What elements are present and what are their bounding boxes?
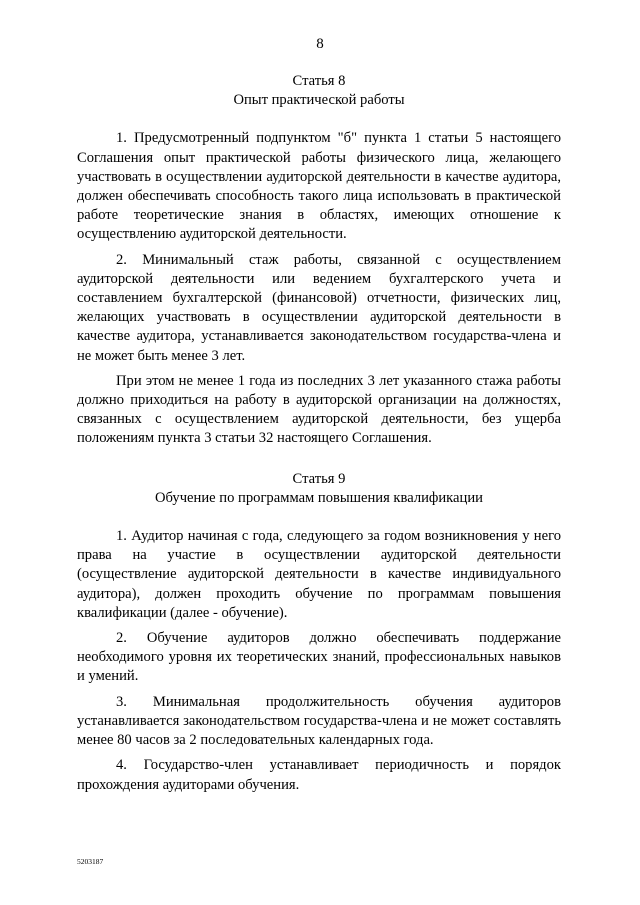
paragraph: 3. Минимальная продолжительность обучения аудиторов устанавливается законодательством государства-члена и не может составлять менее 80 часов за 2 последовательных календарных года. [77,693,561,749]
paragraph: 2. Обучение аудиторов должно обеспечивать поддержание необходимого уровня их теоретических знаний, профессиональных навыков и умений. [77,630,561,685]
article-8 [77,72,561,449]
paragraph: 2. Минимальный стаж работы, связанной с осуществлением аудиторской деятельности или ведением бухгалтерского учета и составлением бухгалтерской (финансовой) отчетности, физических лиц, желающих участвовать в осуществлении аудиторской деятельности в качестве аудитора, устанавливается законодательством государства-члена и не может быть менее 3 лет. [77,251,561,364]
article-title: Обучение по программам повышения квалификации [155,489,483,506]
paragraph: При этом не менее 1 года из последних 3 лет указанного стажа работы должно приходиться на работу в аудиторской организации на должностях, связанных с осуществлением аудиторской деятельности, без ущерба положениям пункта 3 статьи 32 настоящего Соглашения. [77,372,561,447]
paragraph: 1. Предусмотренный подпунктом "б" пункта 1 статьи 5 настоящего Соглашения опыт практической работы физического лица, желающего участвовать в осуществлении аудиторской деятельности в качестве аудитора, должен обеспечивать способность такого лица использовать в практической работе теоретические знания в областях, имеющих отношение к осуществлению аудиторской деятельности. [77,130,561,243]
paragraph: 4. Государство-член устанавливает периодичность и порядок прохождения аудиторами обучения. [77,757,561,793]
article-9 [77,470,561,795]
paragraph: 1. Аудитор начиная с года, следующего за годом возникновения у него права на участие в осуществлении аудиторской деятельности (осуществление аудиторской деятельности в качестве индивидуального аудитора), должен проходить обучение по программам повышения квалификации (далее - обучение). [77,528,561,621]
document-body [77,72,561,801]
document-code: 5203187 [77,857,104,866]
article-title: Опыт практической работы [233,92,405,109]
article-number: Статья 8 [292,73,346,89]
page-number: 8 [316,36,324,52]
article-number: Статья 9 [292,470,346,487]
